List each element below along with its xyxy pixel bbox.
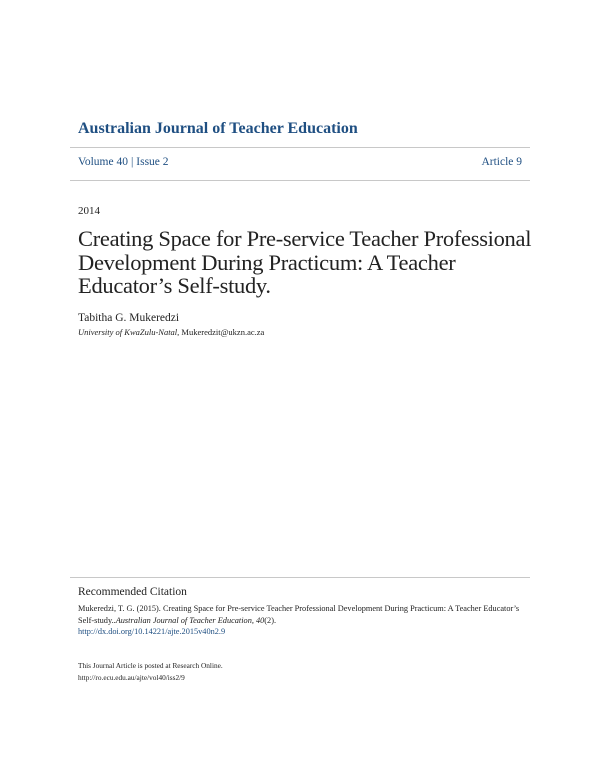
author-email: Mukeredzit@ukzn.ac.za [181, 327, 265, 337]
citation-issue: (2). [264, 615, 277, 625]
volume-issue-bar [78, 156, 169, 168]
publication-year: 2014 [78, 205, 100, 217]
journal-title-link[interactable]: Australian Journal of Teacher Education [78, 120, 358, 137]
posted-note: This Journal Article is posted at Research Online. [78, 661, 223, 670]
article-title: Creating Space for Pre-service Teacher Professional Development During Practicum: A Teacher Educator’s Self-study. [78, 226, 532, 298]
citation-main: Mukeredzi, T. G. (2015). Creating Space for Pre-service Teacher Professional Development During Practicum: A Teacher Educator’s Self-study.. [78, 604, 520, 625]
citation-text [78, 603, 528, 638]
article-number-link[interactable]: Article 9 [481, 156, 522, 168]
top-divider [70, 147, 530, 148]
bottom-divider [70, 180, 530, 181]
citation-divider [70, 577, 530, 578]
author-name: Tabitha G. Mukeredzi [78, 312, 180, 324]
footer-note [78, 660, 223, 683]
issue-separator: | [130, 156, 134, 168]
recommended-citation-heading: Recommended Citation [78, 586, 187, 598]
author-affiliation: University of KwaZulu-Natal, Mukeredzit@ukzn.ac.za [78, 327, 265, 337]
volume-link[interactable]: Volume 40 [78, 156, 128, 168]
author-institution: University of KwaZulu-Natal [78, 327, 178, 337]
issue-link[interactable]: Issue 2 [136, 156, 169, 168]
doi-link[interactable]: http://dx.doi.org/10.14221/ajte.2015v40n2.9 [78, 627, 226, 636]
repository-url: http://ro.ecu.edu.au/ajte/vol40/iss2/9 [78, 672, 185, 682]
citation-journal: Australian Journal of Teacher Education, 40 [115, 615, 265, 625]
